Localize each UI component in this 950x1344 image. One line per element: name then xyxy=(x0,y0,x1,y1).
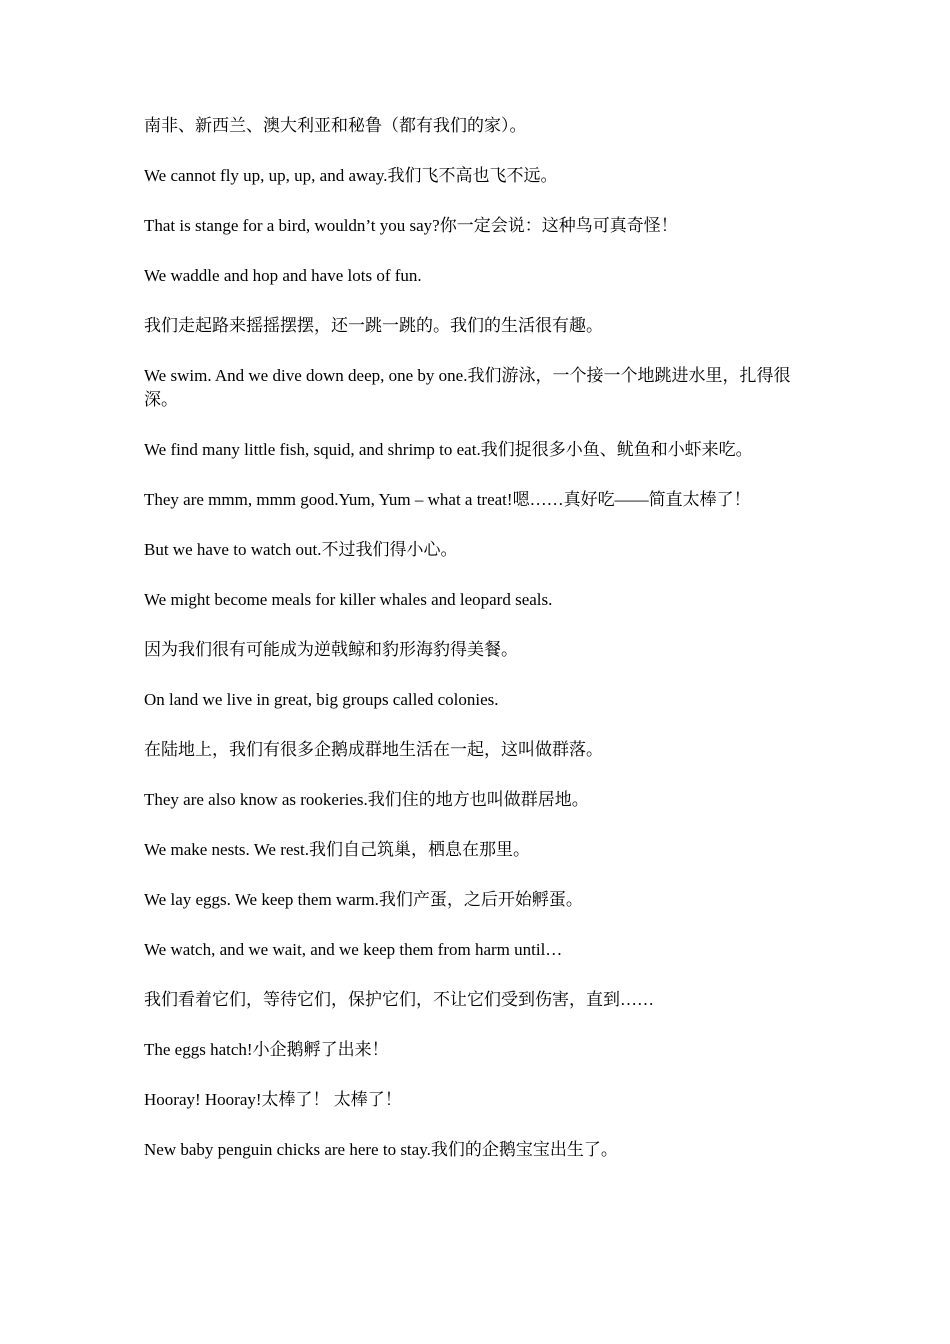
paragraph: We lay eggs. We keep them warm.我们产蛋，之后开始孵蛋。 xyxy=(144,890,583,909)
paragraph: 我们看着它们，等待它们，保护它们，不让它们受到伤害，直到…… xyxy=(144,990,654,1009)
paragraph: 南非、新西兰、澳大利亚和秘鲁（都有我们的家）。 xyxy=(144,116,527,135)
paragraph: But we have to watch out.不过我们得小心。 xyxy=(144,540,458,559)
paragraph: On land we live in great, big groups called colonies. xyxy=(144,690,499,709)
paragraph: We find many little fish, squid, and shrimp to eat.我们捉很多小鱼、鱿鱼和小虾来吃。 xyxy=(144,440,753,459)
paragraph: 我们走起路来摇摇摆摆，还一跳一跳的。我们的生活很有趣。 xyxy=(144,316,603,335)
paragraph: We might become meals for killer whales and leopard seals. xyxy=(144,590,553,609)
paragraph: 因为我们很有可能成为逆戟鲸和豹形海豹得美餐。 xyxy=(144,640,518,659)
paragraph: That is stange for a bird, wouldn’t you say?你一定会说：这种鸟可真奇怪！ xyxy=(144,216,678,235)
paragraph: We waddle and hop and have lots of fun. xyxy=(144,266,422,285)
paragraph: 在陆地上，我们有很多企鹅成群地生活在一起，这叫做群落。 xyxy=(144,740,603,759)
document-body xyxy=(144,114,814,1188)
paragraph: We watch, and we wait, and we keep them from harm until… xyxy=(144,940,563,959)
paragraph: The eggs hatch!小企鹅孵了出来！ xyxy=(144,1040,389,1059)
paragraph: Hooray! Hooray!太棒了！ 太棒了！ xyxy=(144,1090,402,1109)
paragraph: They are mmm, mmm good.Yum, Yum – what a treat!嗯……真好吃——简直太棒了！ xyxy=(144,490,751,509)
paragraph: We make nests. We rest.我们自己筑巢，栖息在那里。 xyxy=(144,840,531,859)
paragraph: They are also know as rookeries.我们住的地方也叫做群居地。 xyxy=(144,790,589,809)
paragraph: We swim. And we dive down deep, one by one.我们游泳，一个接一个地跳进水里，扎得很深。 xyxy=(144,366,791,409)
paragraph: We cannot fly up, up, up, and away.我们飞不高也飞不远。 xyxy=(144,166,558,185)
paragraph: New baby penguin chicks are here to stay.我们的企鹅宝宝出生了。 xyxy=(144,1140,618,1159)
